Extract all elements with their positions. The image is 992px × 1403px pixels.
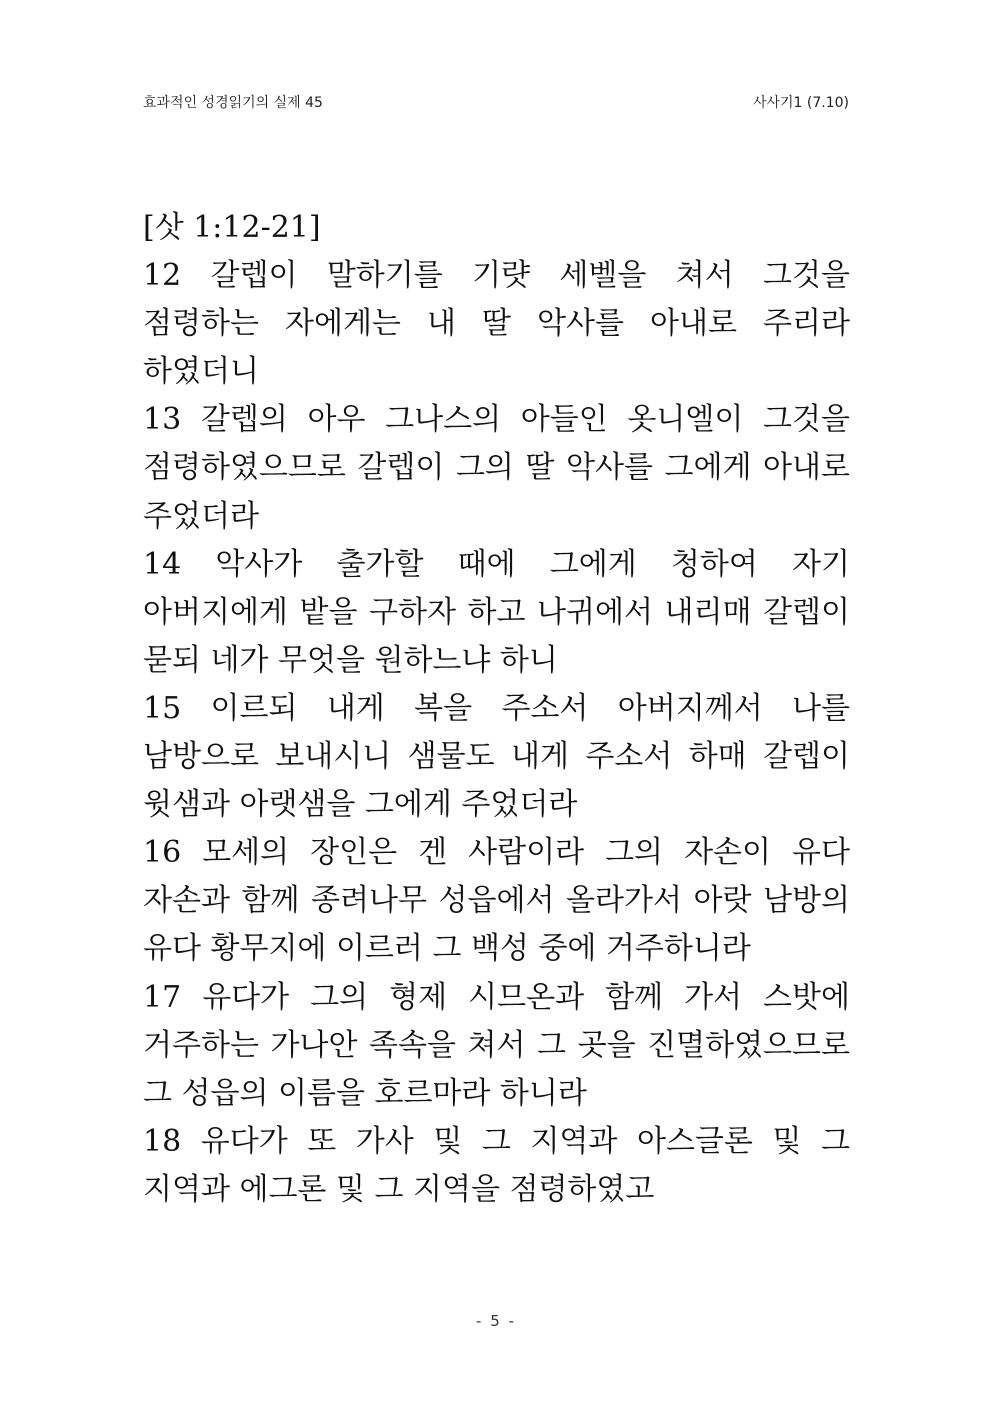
verse-16: 16 모세의 장인은 겐 사람이라 그의 자손이 유다 자손과 함께 종려나무 성읍에서 올라가서 아랏 남방의 유다 황무지에 이르러 그 백성 중에 거주하니라 bbox=[143, 835, 850, 967]
verse-14: 14 악사가 출가할 때에 그에게 청하여 자기 아버지에게 밭을 구하자 하고 나귀에서 내리매 갈렙이 묻되 네가 무엇을 원하느냐 하니 bbox=[143, 546, 850, 678]
verse-12: 12 갈렙이 말하기를 기럇 세벨을 쳐서 그것을 점령하는 자에게는 내 딸 악사를 아내로 주리라 하였더니 bbox=[143, 258, 850, 390]
verse-15: 15 이르되 내게 복을 주소서 아버지께서 나를 남방으로 보내시니 샘물도 내게 주소서 하매 갈렙이 윗샘과 아랫샘을 그에게 주었더라 bbox=[143, 690, 850, 823]
page-number: - 5 - bbox=[476, 1312, 516, 1330]
page-header bbox=[143, 92, 849, 112]
passage-reference: [삿 1:12-21] bbox=[143, 210, 321, 245]
passage-body bbox=[143, 204, 850, 1214]
header-title: 효과적인 성경읽기의 실제 45 bbox=[143, 95, 323, 111]
verse-17: 17 유다가 그의 형제 시므온과 함께 가서 스밧에 거주하는 가나안 족속을 쳐서 그 곳을 진멸하였으므로 그 성읍의 이름을 호르마라 하니라 bbox=[143, 979, 850, 1111]
header-chapter-date: 사사기1 (7.10) bbox=[752, 95, 849, 111]
verse-13: 13 갈렙의 아우 그나스의 아들인 옷니엘이 그것을 점령하였으므로 갈렙이 그의 딸 악사를 그에게 아내로 주었더라 bbox=[143, 402, 850, 534]
verse-18: 18 유다가 또 가사 및 그 지역과 아스글론 및 그 지역과 에그론 및 그 지역을 점령하였고 bbox=[143, 1123, 850, 1207]
